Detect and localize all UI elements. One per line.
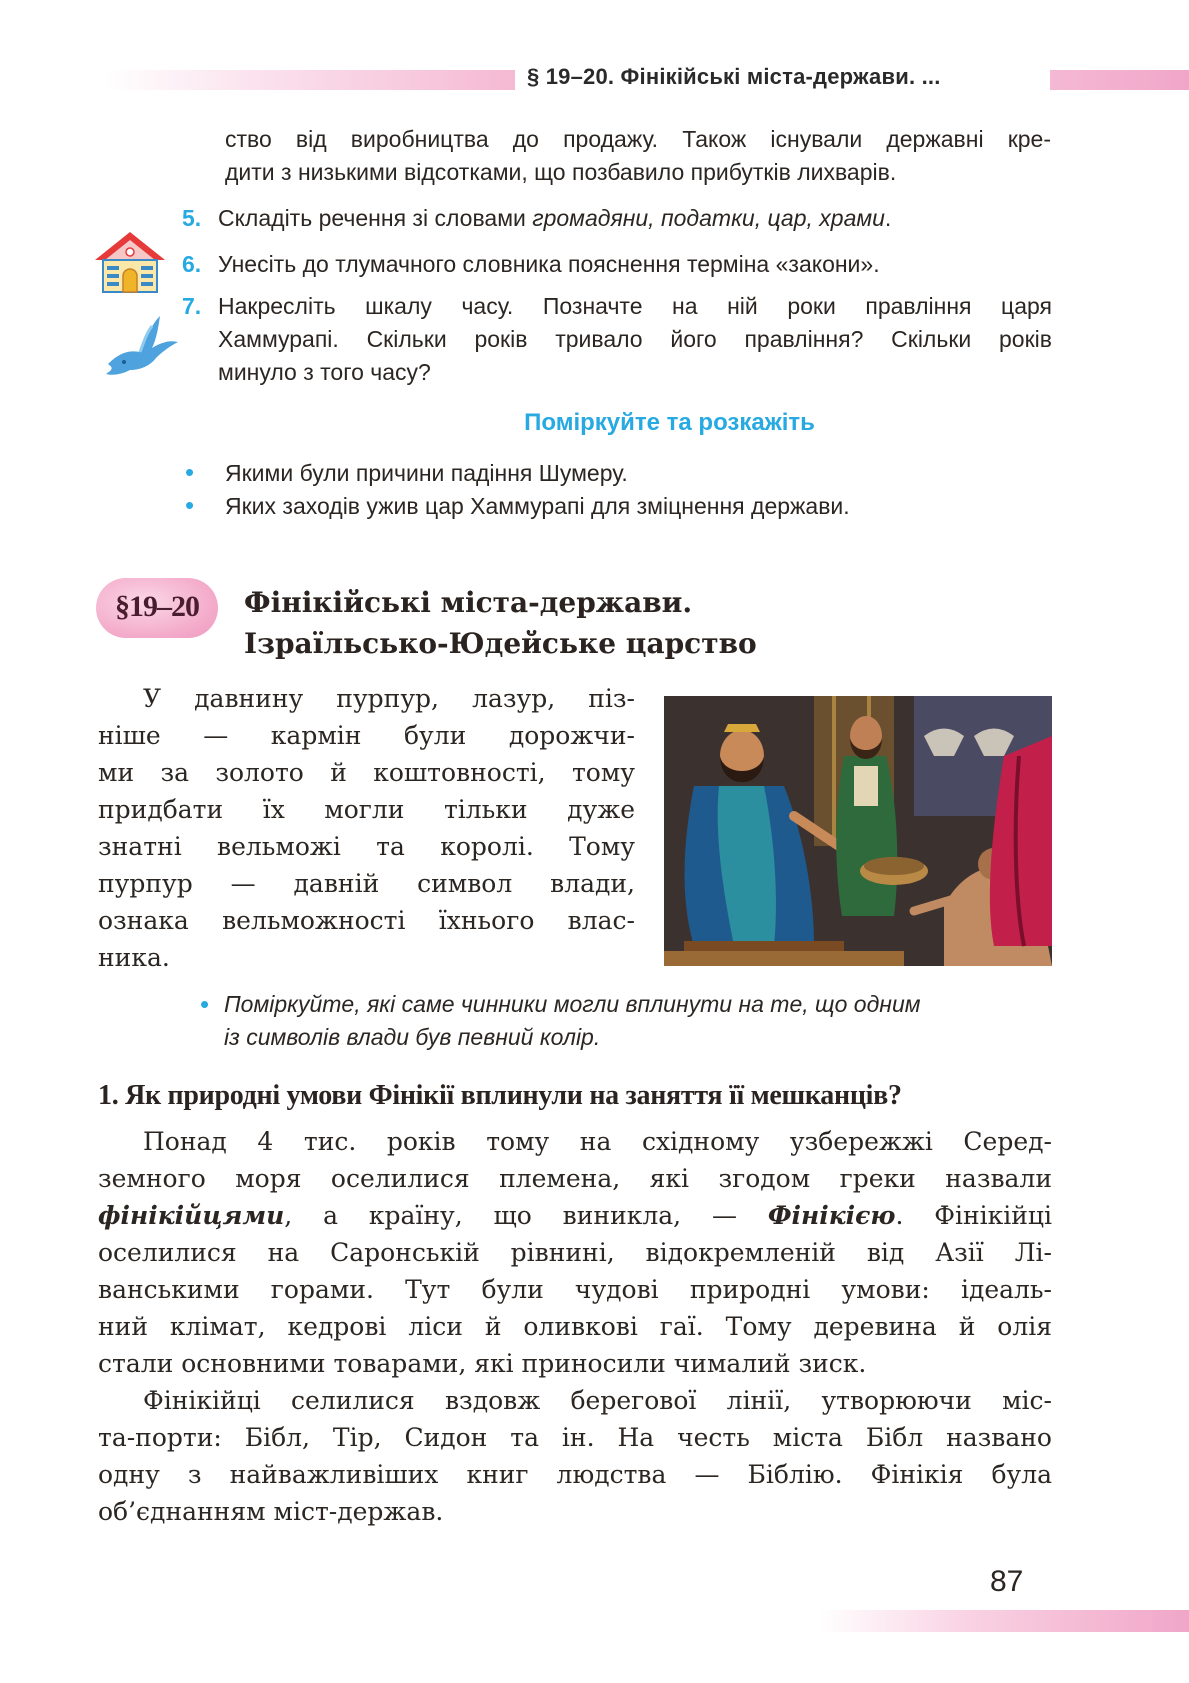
- bullet-text: Яких заходів ужив цар Хаммурапі для зміцнення держави.: [225, 493, 850, 519]
- dove-icon: [100, 312, 180, 378]
- bullet-dot: •: [185, 490, 195, 520]
- question-heading: 1. Як природні умови Фінікії вплинули на заняття її мешканців?: [98, 1080, 902, 1111]
- text-line: пурпур — давній символ влади,: [98, 869, 635, 898]
- text-line: із символів влади був певний колір.: [224, 1024, 601, 1050]
- section-title-line2: Ізраїльсько-Юдейське царство: [244, 627, 757, 660]
- text-line: ми за золото й коштовності, тому: [98, 758, 635, 787]
- text-line: Фінікійці селилися вздовж берегової лінії, утворюючи міс-: [143, 1386, 1052, 1415]
- task-text: Унесіть до тлумачного словника пояснення терміна «закони».: [218, 251, 880, 277]
- running-header-title: § 19–20. Фінікійські міста-держави. ...: [527, 64, 941, 89]
- text-line: знатні вельможі та королі. Тому: [98, 832, 635, 861]
- bullet-dot: •: [200, 989, 210, 1019]
- term-phoenicians: фінікійцями: [98, 1201, 285, 1230]
- text-line: Хаммурапі. Скільки років тривало його правління? Скільки років: [218, 326, 1052, 352]
- continuation-paragraph: [225, 123, 1051, 189]
- text-line: дити з низькими відсотками, що позбавило прибутків лихварів.: [225, 159, 897, 185]
- list-item: [185, 489, 1055, 523]
- bullet-text: Якими були причини падіння Шумеру.: [225, 460, 628, 486]
- task-6: [182, 248, 1052, 281]
- bullet-dot: •: [185, 457, 195, 487]
- header-ribbon-left: [105, 70, 515, 90]
- text-line: У давнину пурпур, лазур, піз-: [143, 684, 635, 713]
- text-line: об’єднанням міст-держав.: [98, 1497, 444, 1526]
- paragraph-2: [98, 1382, 1052, 1530]
- text-line: минуло з того часу?: [218, 359, 431, 385]
- house-icon: [93, 230, 167, 294]
- text-line: [98, 1197, 1052, 1234]
- paragraph-1: [98, 1123, 1052, 1382]
- text-line: ванськими горами. Тут були чудові природні умови: ідеаль-: [98, 1275, 1052, 1304]
- section-badge-label: §19–20: [115, 590, 199, 623]
- text-line: ознака вельможності їхнього влас-: [98, 906, 635, 935]
- text-line: Поміркуйте, які саме чинники могли вплинути на те, що одним: [224, 991, 921, 1017]
- page-number: 87: [990, 1565, 1024, 1598]
- term-phoenicia: Фінікією: [767, 1201, 896, 1230]
- task-5: [182, 202, 1052, 235]
- task-text: Складіть речення зі словами: [218, 205, 533, 231]
- task-text-end: .: [884, 205, 892, 231]
- text-fragment: . Фінікійці: [895, 1201, 1052, 1230]
- text-line: ніше — кармін були дорожчи-: [98, 721, 635, 750]
- text-line: одну з найважливіших книг людства — Біблію. Фінікія була: [98, 1460, 1052, 1489]
- task-italic-words: громадяни, податки, цар, храми: [532, 205, 885, 231]
- text-line: оселилися на Саронській рівнині, відокремленій від Азії Лі-: [98, 1238, 1052, 1267]
- text-line: Понад 4 тис. років тому на східному узбережжі Серед-: [143, 1127, 1052, 1156]
- discuss-heading: Поміркуйте та розкажіть: [524, 409, 815, 436]
- illustration: [664, 696, 1052, 966]
- header-ribbon-right: [1050, 70, 1189, 90]
- text-line: ний клімат, кедрові ліси й оливкові гаї. Тому деревина й олія: [98, 1312, 1052, 1341]
- footer-ribbon: [820, 1610, 1189, 1632]
- text-line: ство від виробництва до продажу. Також існували державні кре-: [225, 126, 1051, 152]
- text-line: та-порти: Бібл, Тір, Сидон та ін. На честь міста Бібл названо: [98, 1423, 1052, 1452]
- text-line: ника.: [98, 943, 170, 972]
- section-title-line1: Фінікійські міста-держави.: [244, 586, 693, 619]
- intro-paragraph: [98, 680, 635, 976]
- list-item: [185, 456, 1055, 490]
- text-fragment: , а країну, що виникла, —: [284, 1201, 768, 1230]
- illustration-scene: [664, 696, 1052, 966]
- text-line: Накресліть шкалу часу. Позначте на ній роки правління царя: [218, 293, 1052, 319]
- text-line: земного моря оселилися племена, які згодом греки назвали: [98, 1164, 1052, 1193]
- task-number: 7.: [182, 293, 202, 319]
- text-line: придбати їх могли тільки дуже: [98, 795, 635, 824]
- task-number: 5.: [182, 205, 202, 231]
- task-number: 6.: [182, 251, 202, 277]
- text-line: стали основними товарами, які приносили чималий зиск.: [98, 1349, 867, 1378]
